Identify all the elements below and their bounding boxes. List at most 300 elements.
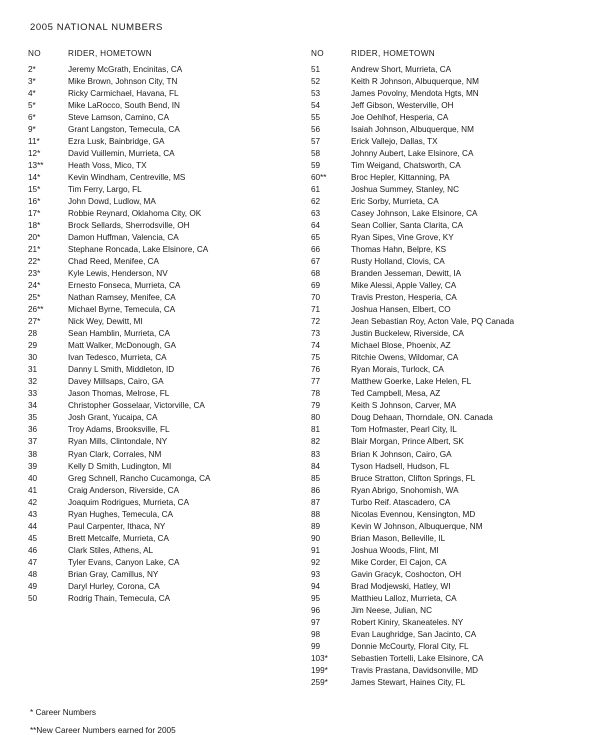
rider-name-hometown: Broc Hepler, Kittanning, PA: [351, 173, 450, 183]
table-row: [28, 341, 299, 353]
table-row: [311, 570, 582, 582]
rider-name-hometown: Ryan Sipes, Vine Grove, KY: [351, 233, 454, 243]
rider-name-hometown: Thomas Hahn, Belpre, KS: [351, 245, 447, 255]
rider-number: 74: [311, 341, 321, 351]
rider-name-hometown: Gavin Gracyk, Coshocton, OH: [351, 569, 462, 579]
table-row: [28, 221, 299, 233]
rider-name-hometown: Tim Weigand, Chatsworth, CA: [351, 161, 461, 171]
table-row: [311, 678, 582, 690]
rider-number: 44: [28, 521, 38, 531]
rider-number: 79: [311, 401, 321, 411]
rider-number: 64: [311, 221, 321, 231]
table-row: [28, 197, 299, 209]
rider-number: 47: [28, 557, 38, 567]
table-row: [311, 474, 582, 486]
table-row: [28, 594, 299, 606]
rider-number: 73: [311, 329, 321, 339]
rider-number: 35: [28, 413, 38, 423]
rider-number: 43: [28, 509, 38, 519]
rider-name-hometown: Kelly D Smith, Ludington, MI: [68, 461, 172, 471]
rider-name-hometown: Jean Sebastian Roy, Acton Vale, PQ Canada: [351, 317, 515, 327]
rider-number: 55: [311, 113, 321, 123]
rider-number: 70: [311, 293, 321, 303]
rider-name-hometown: Sean Hamblin, Murrieta, CA: [68, 329, 170, 339]
table-row: [28, 462, 299, 474]
rider-number: 259*: [311, 677, 328, 687]
rider-number: 91: [311, 545, 321, 555]
table-row: [311, 462, 582, 474]
rider-number: 53: [311, 89, 321, 99]
rider-name-hometown: Ryan Clark, Corrales, NM: [68, 449, 162, 459]
table-row: [28, 425, 299, 437]
rider-name-hometown: Sean Collier, Santa Clarita, CA: [351, 221, 463, 231]
rider-number: 67: [311, 257, 321, 267]
column-header-no: NO: [28, 49, 41, 58]
roster-table-right: [311, 49, 582, 690]
table-row: [28, 245, 299, 257]
table-row: [28, 365, 299, 377]
rider-name-hometown: Kyle Lewis, Henderson, NV: [68, 269, 168, 279]
rider-name-hometown: Robert Kiniry, Skaneateles. NY: [351, 617, 464, 627]
table-row: [311, 209, 582, 221]
rider-name-hometown: Ryan Mills, Clintondale, NY: [68, 437, 168, 447]
table-row: [311, 221, 582, 233]
rider-number: 41: [28, 485, 38, 495]
rider-name-hometown: Damon Huffman, Valencia, CA: [68, 233, 179, 243]
table-row: [311, 173, 582, 185]
table-row: [28, 65, 299, 77]
rider-number: 40: [28, 473, 38, 483]
table-row: [28, 450, 299, 462]
rider-name-hometown: Matt Walker, McDonough, GA: [68, 341, 176, 351]
column-header-rider: RIDER, HOMETOWN: [68, 49, 152, 58]
page-title: 2005 NATIONAL NUMBERS: [30, 22, 163, 33]
table-row: [311, 185, 582, 197]
table-row: [28, 546, 299, 558]
table-row: [311, 317, 582, 329]
table-row: [311, 293, 582, 305]
rider-number: 199*: [311, 665, 328, 675]
table-row: [28, 570, 299, 582]
table-row: [311, 125, 582, 137]
table-row: [28, 329, 299, 341]
rider-number: 54: [311, 101, 321, 111]
footnotes: [30, 708, 582, 735]
rider-number: 87: [311, 497, 321, 507]
table-row: [311, 425, 582, 437]
roster-table-left: [28, 49, 299, 606]
rider-name-hometown: Ted Campbell, Mesa, AZ: [351, 389, 441, 399]
table-row: [28, 413, 299, 425]
table-row: [311, 149, 582, 161]
table-row: [311, 558, 582, 570]
table-row: [28, 377, 299, 389]
rider-number: 58: [311, 149, 321, 159]
table-header-row: [28, 49, 299, 65]
rider-name-hometown: Turbo Reif. Atascadero, CA: [351, 497, 451, 507]
rider-name-hometown: Casey Johnson, Lake Elsinore, CA: [351, 209, 478, 219]
rider-number: 63: [311, 209, 321, 219]
rider-name-hometown: Bruce Stratton, Clifton Springs, FL: [351, 473, 476, 483]
rider-number: 71: [311, 305, 321, 315]
table-row: [28, 474, 299, 486]
table-row: [28, 161, 299, 173]
rider-name-hometown: Donnie McCourty, Floral City, FL: [351, 641, 469, 651]
table-row: [311, 630, 582, 642]
rider-name-hometown: Grant Langston, Temecula, CA: [68, 125, 180, 135]
table-row: [311, 594, 582, 606]
rider-number: 32: [28, 377, 38, 387]
rider-number: 66: [311, 245, 321, 255]
footnote-career-numbers: * Career Numbers: [30, 707, 96, 717]
rider-number: 22*: [28, 257, 41, 267]
rider-number: 56: [311, 125, 321, 135]
table-row: [311, 510, 582, 522]
rider-number: 9*: [28, 125, 36, 135]
rider-name-hometown: Keith S Johnson, Carver, MA: [351, 401, 457, 411]
rider-number: 45: [28, 533, 38, 543]
table-row: [28, 582, 299, 594]
table-row: [28, 257, 299, 269]
table-row: [28, 437, 299, 449]
rider-name-hometown: Travis Prastana, Davidsonville, MD: [351, 665, 479, 675]
table-row: [28, 209, 299, 221]
table-row: [311, 65, 582, 77]
rider-number: 39: [28, 461, 38, 471]
table-row: [28, 317, 299, 329]
rider-name-hometown: Jeremy McGrath, Encinitas, CA: [68, 65, 183, 74]
rider-number: 49: [28, 581, 38, 591]
table-row: [28, 498, 299, 510]
rider-name-hometown: Erick Vallejo, Dallas, TX: [351, 137, 438, 147]
table-row: [311, 101, 582, 113]
rider-number: 62: [311, 197, 321, 207]
roster-column-left: [28, 49, 299, 606]
rider-number: 34: [28, 401, 38, 411]
rider-name-hometown: James Povolny, Mendota Hgts, MN: [351, 89, 479, 99]
rider-name-hometown: Stephane Roncada, Lake Elsinore, CA: [68, 245, 209, 255]
rider-name-hometown: Joshua Hansen, Elbert, CO: [351, 305, 451, 315]
rider-name-hometown: Craig Anderson, Riverside, CA: [68, 485, 180, 495]
table-row: [311, 269, 582, 281]
rider-number: 13**: [28, 161, 44, 171]
rider-name-hometown: Tim Ferry, Largo, FL: [68, 185, 142, 195]
rider-number: 90: [311, 533, 321, 543]
rider-number: 59: [311, 161, 321, 171]
table-row: [28, 534, 299, 546]
rider-name-hometown: Tyson Hadsell, Hudson, FL: [351, 461, 450, 471]
rider-name-hometown: Joshua Summey, Stanley, NC: [351, 185, 459, 195]
rider-name-hometown: Doug Dehaan, Thorndale, ON. Canada: [351, 413, 493, 423]
rider-name-hometown: Daryl Hurley, Corona, CA: [68, 581, 160, 591]
rider-name-hometown: Robbie Reynard, Oklahoma City, OK: [68, 209, 202, 219]
rider-number: 17*: [28, 209, 41, 219]
rider-number: 92: [311, 557, 321, 567]
table-row: [28, 89, 299, 101]
rider-name-hometown: Jeff Gibson, Westerville, OH: [351, 101, 454, 111]
rider-number: 2*: [28, 65, 36, 74]
table-row: [311, 233, 582, 245]
table-row: [28, 77, 299, 89]
rider-number: 38: [28, 449, 38, 459]
rider-number: 29: [28, 341, 38, 351]
table-row: [28, 389, 299, 401]
rider-number: 103*: [311, 653, 328, 663]
rider-number: 75: [311, 353, 321, 363]
rider-name-hometown: Michael Blose, Phoenix, AZ: [351, 341, 451, 351]
rider-number: 52: [311, 77, 321, 87]
table-row: [311, 582, 582, 594]
table-row: [311, 522, 582, 534]
rider-number: 31: [28, 365, 38, 375]
table-row: [311, 401, 582, 413]
rider-number: 85: [311, 473, 321, 483]
rider-name-hometown: Ryan Abrigo, Snohomish, WA: [351, 485, 459, 495]
rider-number: 33: [28, 389, 38, 399]
rider-name-hometown: Ryan Morais, Turlock, CA: [351, 365, 444, 375]
rider-name-hometown: Ivan Tedesco, Murrieta, CA: [68, 353, 167, 363]
rider-name-hometown: Eric Sorby, Murrieta, CA: [351, 197, 439, 207]
table-row: [311, 377, 582, 389]
rider-number: 57: [311, 137, 321, 147]
rider-number: 99: [311, 641, 321, 651]
rider-number: 88: [311, 509, 321, 519]
rider-number: 25*: [28, 293, 41, 303]
rider-number: 50: [28, 593, 38, 603]
table-row: [28, 125, 299, 137]
rider-number: 24*: [28, 281, 41, 291]
table-row: [311, 305, 582, 317]
rider-number: 26**: [28, 305, 44, 315]
rider-number: 20*: [28, 233, 41, 243]
rider-name-hometown: Mike Brown, Johnson City, TN: [68, 77, 178, 87]
table-row: [311, 137, 582, 149]
table-row: [311, 654, 582, 666]
table-row: [28, 558, 299, 570]
rider-number: 21*: [28, 245, 41, 255]
rider-number: 5*: [28, 101, 36, 111]
rider-number: 95: [311, 593, 321, 603]
table-row: [311, 341, 582, 353]
rider-number: 83: [311, 449, 321, 459]
rider-name-hometown: Joaquim Rodrigues, Murrieta, CA: [68, 497, 190, 507]
rider-name-hometown: Ernesto Fonseca, Murrieta, CA: [68, 281, 181, 291]
rider-number: 30: [28, 353, 38, 363]
table-row: [28, 281, 299, 293]
rider-number: 76: [311, 365, 321, 375]
table-row: [28, 522, 299, 534]
rider-name-hometown: Johnny Aubert, Lake Elsinore, CA: [351, 149, 474, 159]
table-row: [28, 233, 299, 245]
table-row: [311, 77, 582, 89]
rider-number: 84: [311, 461, 321, 471]
footnote-new-career-numbers: **New Career Numbers earned for 2005: [30, 725, 176, 735]
table-row: [311, 329, 582, 341]
rider-number: 11*: [28, 137, 40, 147]
table-row: [28, 113, 299, 125]
table-row: [311, 281, 582, 293]
rider-number: 4*: [28, 89, 36, 99]
roster-column-right: [299, 49, 582, 690]
table-row: [28, 185, 299, 197]
rider-number: 65: [311, 233, 321, 243]
rider-number: 28: [28, 329, 38, 339]
rider-number: 94: [311, 581, 321, 591]
rider-name-hometown: Mike LaRocco, South Bend, IN: [68, 101, 180, 111]
rider-name-hometown: Joe Oehlhof, Hesperia, CA: [351, 113, 449, 123]
table-row: [311, 618, 582, 630]
table-row: [311, 245, 582, 257]
rider-name-hometown: Tyler Evans, Canyon Lake, CA: [68, 557, 180, 567]
rider-name-hometown: Chad Reed, Menifee, CA: [68, 257, 160, 267]
rider-name-hometown: Troy Adams, Brooksville, FL: [68, 425, 170, 435]
rider-number: 3*: [28, 77, 36, 87]
table-row: [311, 534, 582, 546]
rider-number: 81: [311, 425, 321, 435]
rider-name-hometown: Matthew Goerke, Lake Helen, FL: [351, 377, 472, 387]
column-header-rider: RIDER, HOMETOWN: [351, 49, 435, 58]
rider-name-hometown: Ryan Hughes, Temecula, CA: [68, 509, 173, 519]
rider-name-hometown: Brock Sellards, Sherrodsville, OH: [68, 221, 190, 231]
table-row: [311, 642, 582, 654]
rider-number: 15*: [28, 185, 41, 195]
rider-name-hometown: James Stewart, Haines City, FL: [351, 677, 466, 687]
table-row: [28, 510, 299, 522]
rider-name-hometown: Josh Grant, Yucaipa, CA: [68, 413, 158, 423]
rider-name-hometown: Justin Buckelew, Riverside, CA: [351, 329, 464, 339]
table-row: [311, 365, 582, 377]
table-row: [311, 486, 582, 498]
rider-name-hometown: Jim Neese, Julian, NC: [351, 605, 432, 615]
rider-number: 42: [28, 497, 38, 507]
rider-name-hometown: Kevin W Johnson, Albuquerque, NM: [351, 521, 483, 531]
rider-number: 46: [28, 545, 38, 555]
rider-number: 37: [28, 437, 38, 447]
rider-name-hometown: Rodrig Thain, Temecula, CA: [68, 593, 171, 603]
rider-name-hometown: Mike Corder, El Cajon, CA: [351, 557, 447, 567]
table-row: [311, 353, 582, 365]
table-row: [28, 486, 299, 498]
rider-name-hometown: Matthieu Lalloz, Murrieta, CA: [351, 593, 457, 603]
rider-number: 18*: [28, 221, 41, 231]
table-row: [311, 450, 582, 462]
table-row: [311, 413, 582, 425]
rider-name-hometown: Kevin Windham, Centreville, MS: [68, 173, 186, 183]
roster-columns: [28, 49, 582, 690]
table-row: [28, 173, 299, 185]
rider-name-hometown: Brad Modjewski, Hatley, WI: [351, 581, 451, 591]
rider-number: 16*: [28, 197, 41, 207]
rider-name-hometown: Clark Stiles, Athens, AL: [68, 545, 154, 555]
rider-number: 82: [311, 437, 321, 447]
rider-name-hometown: Rusty Holland, Clovis, CA: [351, 257, 445, 267]
rider-number: 61: [311, 185, 321, 195]
rider-number: 78: [311, 389, 321, 399]
rider-name-hometown: Heath Voss, Mico, TX: [68, 161, 147, 171]
rider-number: 36: [28, 425, 38, 435]
rider-number: 68: [311, 269, 321, 279]
rider-name-hometown: Evan Laughridge, San Jacinto, CA: [351, 629, 477, 639]
rider-number: 98: [311, 629, 321, 639]
rider-name-hometown: Blair Morgan, Prince Albert, SK: [351, 437, 464, 447]
table-row: [311, 161, 582, 173]
rider-name-hometown: Brian Mason, Belleville, IL: [351, 533, 446, 543]
table-row: [311, 606, 582, 618]
table-row: [28, 353, 299, 365]
table-header-row: [311, 49, 582, 65]
rider-name-hometown: Ricky Carmichael, Havana, FL: [68, 89, 179, 99]
rider-number: 89: [311, 521, 321, 531]
table-row: [311, 113, 582, 125]
table-row: [311, 498, 582, 510]
table-row: [311, 389, 582, 401]
column-header-no: NO: [311, 49, 324, 58]
rider-number: 80: [311, 413, 321, 423]
rider-number: 97: [311, 617, 321, 627]
rider-number: 12*: [28, 149, 41, 159]
rider-number: 72: [311, 317, 321, 327]
rider-name-hometown: Steve Lamson, Camino, CA: [68, 113, 170, 123]
rider-name-hometown: Ritchie Owens, Wildomar, CA: [351, 353, 459, 363]
rider-number: 77: [311, 377, 321, 387]
table-row: [28, 137, 299, 149]
rider-number: 96: [311, 605, 321, 615]
rider-name-hometown: David Vuillemin, Murrieta, CA: [68, 149, 175, 159]
rider-number: 6*: [28, 113, 36, 123]
table-row: [28, 293, 299, 305]
rider-number: 27*: [28, 317, 41, 327]
table-row: [311, 546, 582, 558]
rider-number: 14*: [28, 173, 41, 183]
rider-name-hometown: Greg Schnell, Rancho Cucamonga, CA: [68, 473, 211, 483]
rider-name-hometown: Keith R Johnson, Albuquerque, NM: [351, 77, 479, 87]
rider-name-hometown: Nathan Ramsey, Menifee, CA: [68, 293, 176, 303]
table-row: [311, 257, 582, 269]
rider-number: 48: [28, 569, 38, 579]
rider-number: 60**: [311, 173, 327, 183]
table-row: [311, 197, 582, 209]
table-row: [311, 89, 582, 101]
rider-name-hometown: Jason Thomas, Melrose, FL: [68, 389, 170, 399]
rider-name-hometown: Tom Hofmaster, Pearl City, IL: [351, 425, 457, 435]
table-row: [28, 101, 299, 113]
table-row: [311, 666, 582, 678]
rider-name-hometown: Sebastien Tortelli, Lake Elsinore, CA: [351, 653, 484, 663]
rider-name-hometown: Nick Wey, Dewitt, MI: [68, 317, 143, 327]
rider-number: 86: [311, 485, 321, 495]
table-row: [28, 149, 299, 161]
table-row: [28, 401, 299, 413]
rider-name-hometown: Christopher Gosselaar, Victorville, CA: [68, 401, 205, 411]
rider-name-hometown: Michael Byrne, Temecula, CA: [68, 305, 176, 315]
rider-name-hometown: Davey Millsaps, Cairo, GA: [68, 377, 164, 387]
rider-name-hometown: Isaiah Johnson, Albuquerque, NM: [351, 125, 474, 135]
rider-name-hometown: Nicolas Evennou, Kensington, MD: [351, 509, 476, 519]
rider-name-hometown: Paul Carpenter, Ithaca, NY: [68, 521, 166, 531]
rider-name-hometown: Brian Gray, Camillus, NY: [68, 569, 159, 579]
rider-name-hometown: Joshua Woods, Flint, MI: [351, 545, 439, 555]
rider-number: 51: [311, 65, 321, 74]
rider-name-hometown: Brian K Johnson, Cairo, GA: [351, 449, 452, 459]
rider-name-hometown: Mike Alessi, Apple Valley, CA: [351, 281, 457, 291]
rider-name-hometown: Andrew Short, Murrieta, CA: [351, 65, 452, 74]
rider-name-hometown: Ezra Lusk, Bainbridge, GA: [68, 137, 165, 147]
rider-number: 23*: [28, 269, 41, 279]
table-row: [28, 269, 299, 281]
rider-name-hometown: Travis Preston, Hesperia, CA: [351, 293, 457, 303]
table-row: [311, 437, 582, 449]
rider-number: 93: [311, 569, 321, 579]
